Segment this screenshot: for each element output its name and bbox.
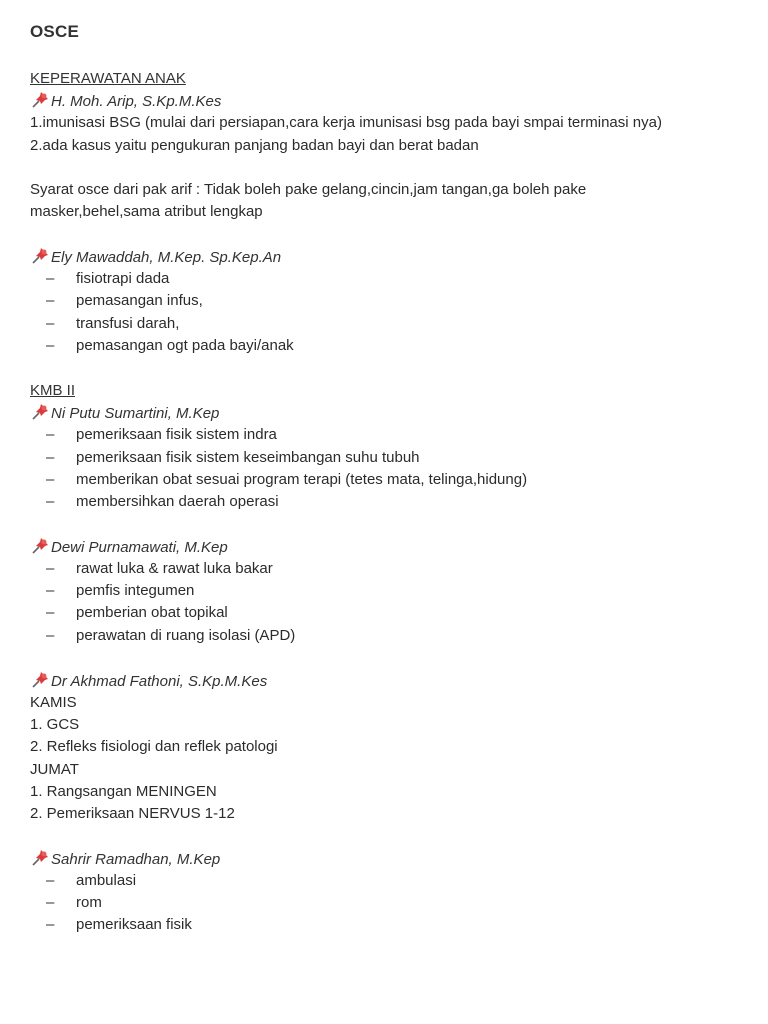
text-line: 2.ada kasus yaitu pengukuran panjang badan bayi dan berat badan bbox=[30, 137, 479, 154]
teacher-line bbox=[30, 848, 220, 870]
section-heading-kmb: KMB II bbox=[30, 382, 76, 399]
list-item: – pemfis integumen bbox=[46, 582, 195, 599]
teacher-line bbox=[30, 90, 221, 112]
teacher-line bbox=[30, 536, 228, 558]
list-item: – pemasangan ogt pada bayi/anak bbox=[46, 337, 294, 354]
pushpin-icon bbox=[30, 848, 50, 868]
teacher-name: Ni Putu Sumartini, M.Kep bbox=[51, 405, 220, 422]
teacher-name: Ely Mawaddah, M.Kep. Sp.Kep.An bbox=[51, 249, 282, 266]
note-title: OSCE bbox=[30, 22, 79, 41]
list-item: – pemeriksaan fisik bbox=[46, 916, 192, 933]
text-line: JUMAT bbox=[30, 761, 79, 778]
list-item: – perawatan di ruang isolasi (APD) bbox=[46, 627, 296, 644]
list-item: – rom bbox=[46, 894, 102, 911]
pushpin-icon bbox=[30, 90, 50, 110]
section-heading-anak: KEPERAWATAN ANAK bbox=[30, 70, 186, 87]
text-line: Syarat osce dari pak arif : Tidak boleh pake gelang,cincin,jam tangan,ga boleh pake bbox=[30, 181, 587, 198]
pushpin-icon bbox=[30, 402, 50, 422]
teacher-name: Sahrir Ramadhan, M.Kep bbox=[51, 851, 221, 868]
list-item: – pemasangan infus, bbox=[46, 292, 203, 309]
list-item: – pemeriksaan fisik sistem indra bbox=[46, 426, 277, 443]
text-line: 1. GCS bbox=[30, 716, 80, 733]
pushpin-icon bbox=[30, 536, 50, 556]
teacher-line bbox=[30, 402, 219, 424]
teacher-line bbox=[30, 246, 281, 268]
teacher-name: Dr Akhmad Fathoni, S.Kp.M.Kes bbox=[51, 673, 268, 690]
pushpin-icon bbox=[30, 670, 50, 690]
text-line: KAMIS bbox=[30, 694, 77, 711]
list-item: – rawat luka & rawat luka bakar bbox=[46, 560, 273, 577]
list-item: – transfusi darah, bbox=[46, 315, 180, 332]
text-line: 2. Refleks fisiologi dan reflek patologi bbox=[30, 738, 278, 755]
teacher-line bbox=[30, 670, 267, 692]
list-item: – memberikan obat sesuai program terapi (tetes mata, telinga,hidung) bbox=[46, 471, 528, 488]
teacher-name: Dewi Purnamawati, M.Kep bbox=[51, 539, 228, 556]
text-line: 1. Rangsangan MENINGEN bbox=[30, 783, 217, 800]
list-item: – ambulasi bbox=[46, 872, 137, 889]
text-line: 1.imunisasi BSG (mulai dari persiapan,cara kerja imunisasi bsg pada bayi smpai terminasi nya) bbox=[30, 114, 662, 131]
pushpin-icon bbox=[30, 246, 50, 266]
list-item: – membersihkan daerah operasi bbox=[46, 493, 279, 510]
list-item: – pemberian obat topikal bbox=[46, 604, 228, 621]
text-line: 2. Pemeriksaan NERVUS 1-12 bbox=[30, 805, 235, 822]
list-item: – pemeriksaan fisik sistem keseimbangan suhu tubuh bbox=[46, 449, 420, 466]
teacher-name: H. Moh. Arip, S.Kp.M.Kes bbox=[51, 93, 222, 110]
text-line: masker,behel,sama atribut lengkap bbox=[30, 203, 263, 220]
list-item: – fisiotrapi dada bbox=[46, 270, 170, 287]
